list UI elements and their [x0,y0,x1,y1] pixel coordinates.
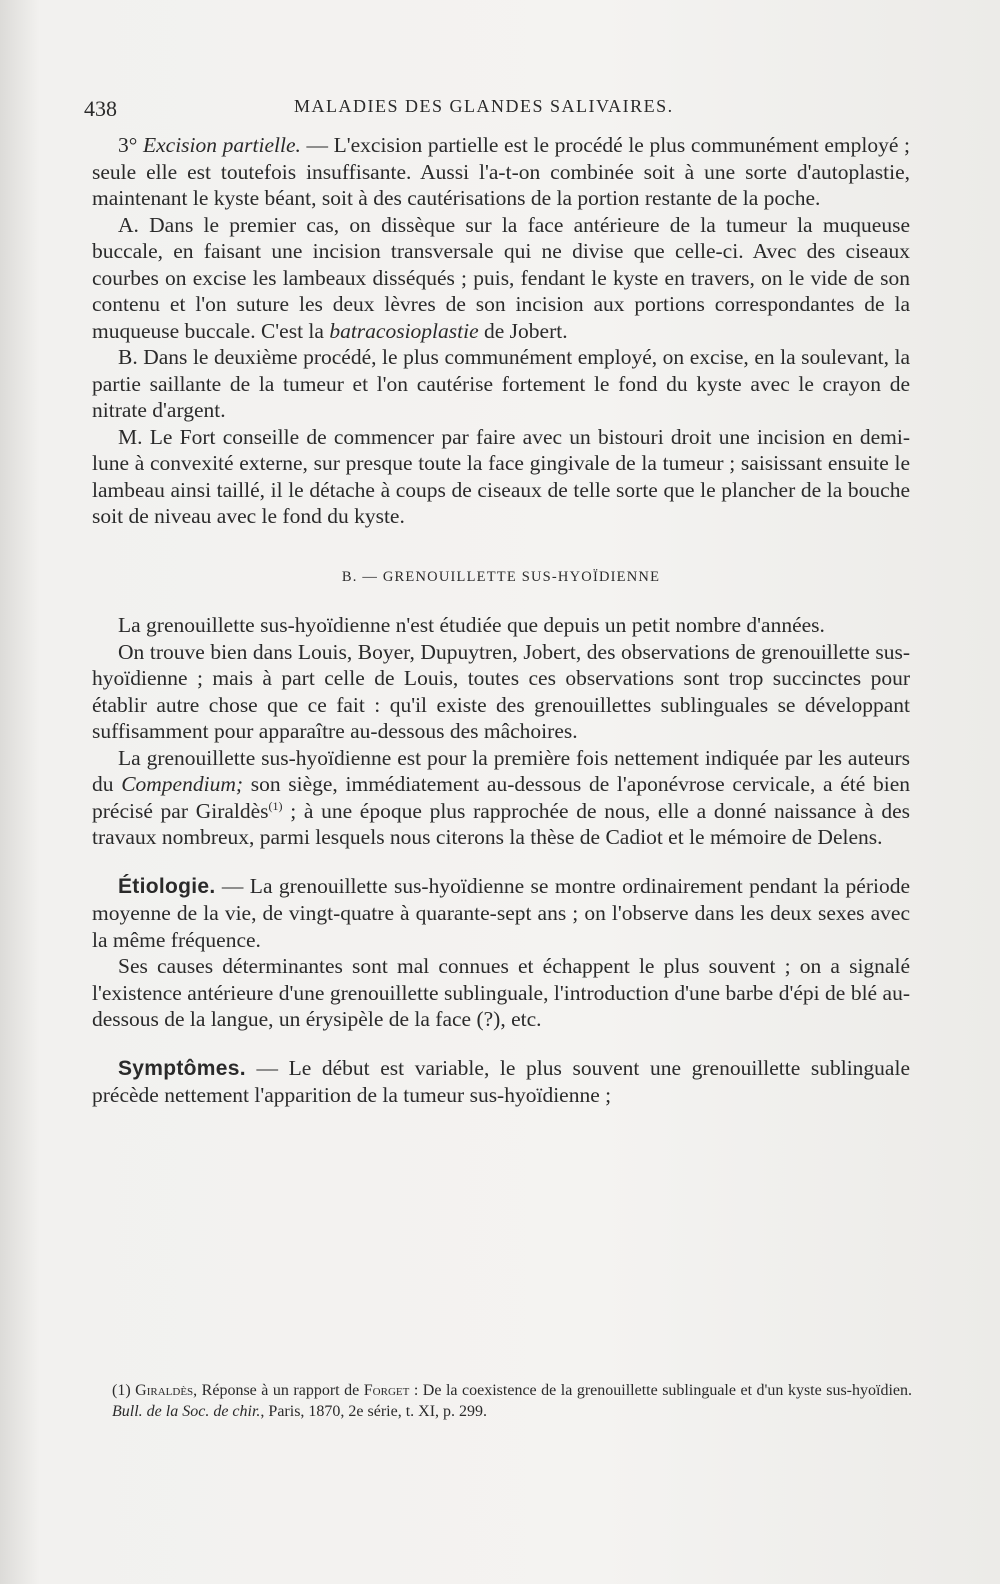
paragraph-causes: Ses causes déterminantes sont mal connues et échappent le plus souvent ; on a signalé l'existence antérieure d'une grenouillette sublinguale, l'introduction d'une barbe d'épi de blé au-dessous de la langue, un érysipèle de la face (?), etc. [92,954,910,1031]
page-header [84,96,904,126]
footnote: (1) Giraldès, Réponse à un rapport de Forget : De la coexistence de la grenouillette sublinguale et d'un kyste sus-hyoïdien. Bull. de la Soc. de chir., Paris, 1870, 2e série, t. XI, p. 299. [112,1382,912,1420]
paragraph-compendium: La grenouillette sus-hyoïdienne est pour la première fois nettement indiquée par les auteurs du Compendium; son siège, immédiatement au-dessous de l'aponévrose cervicale, a été bien précisé par Giraldès$^{(1)}$ ; à une époque plus rapprochée de nous, elle a donné naissance à des travaux nombreux, parmi lesquels nous citerons la thèse de Cadiot et le mémoire de Delens. [92,745,910,849]
running-title: MALADIES DES GLANDES SALIVAIRES. [294,96,674,116]
paragraph-premier-cas: A. Dans le premier cas, on dissèque sur la face antérieure de la tumeur la muqueuse buccale, en faisant une incision transversale qui ne divise que celle-ci. Avec des ciseaux courbes on excise les lambeaux disséqués ; puis, fendant le kyste en travers, on le vide de son contenu et l'on suture les deux lèvres de son incision aux portions correspondantes de la muqueuse buccale. C'est la batracosioplastie de Jobert. [92,212,910,343]
section-gap [92,1033,910,1055]
paragraph-etiologie: Étiologie. — La grenouillette sus-hyoïdienne se montre ordinairement pendant la période moyenne de la vie, de vingt-quatre à quarante-sept ans ; on l'observe dans les deux sexes avec la même fréquence. [92,873,910,952]
main-text [92,132,910,1109]
footnote-reference[interactable]: (1) [268,798,283,813]
paragraph-excision-partielle: 3° Excision partielle. — L'excision partielle est le procédé le plus communément employé ; seule elle est toutefois insuffisante. Aussi l'a-t-on combinée soit à une sorte d'autoplastie, maintenant le kyste béant, soit à des cautérisations de la portion restante de la poche. [92,133,910,210]
page-number: 438 [84,96,117,121]
paragraph-le-fort: M. Le Fort conseille de commencer par faire avec un bistouri droit une incision en demi-lune à convexité externe, sur presque toute la face gingivale de la tumeur ; saisissant ensuite le lambeau ainsi taillé, il le détache à coups de ciseaux de telle sorte que le plancher de la bouche soit de niveau avec le fond du kyste. [92,424,910,528]
section-heading-symptomes: Symptômes. [118,1056,246,1080]
paragraph-deuxieme-procede: B. Dans le deuxième procédé, le plus communément employé, on excise, en la soulevant, la partie saillante de la tumeur et l'on cautérise fortement le fond du kyste avec le crayon de nitrate d'argent. [92,345,910,422]
paragraph-intro-sus-hyoidienne: La grenouillette sus-hyoïdienne n'est étudiée que depuis un petit nombre d'années. [118,613,825,637]
paragraph-symptomes: Symptômes. — Le début est variable, le plus souvent une grenouillette sublinguale précède nettement l'apparition de la tumeur sus-hyoïdienne ; [92,1055,910,1107]
section-heading-etiologie: Étiologie. [118,874,216,898]
paragraph-observations: On trouve bien dans Louis, Boyer, Dupuytren, Jobert, des observations de grenouillette sus-hyoïdienne ; mais à part celle de Louis, toutes ces observations sont trop succinctes pour établir autre chose que ce fait : qu'il existe des grenouillettes sublinguales se développant suffisamment pour apparaître au-dessous des mâchoires. [92,639,910,743]
subheading-italic: Excision partielle. [142,133,301,157]
section-gap [92,851,910,873]
subsection-title: B. — GRENOUILLETTE SUS-HYOÏDIENNE [341,568,661,585]
